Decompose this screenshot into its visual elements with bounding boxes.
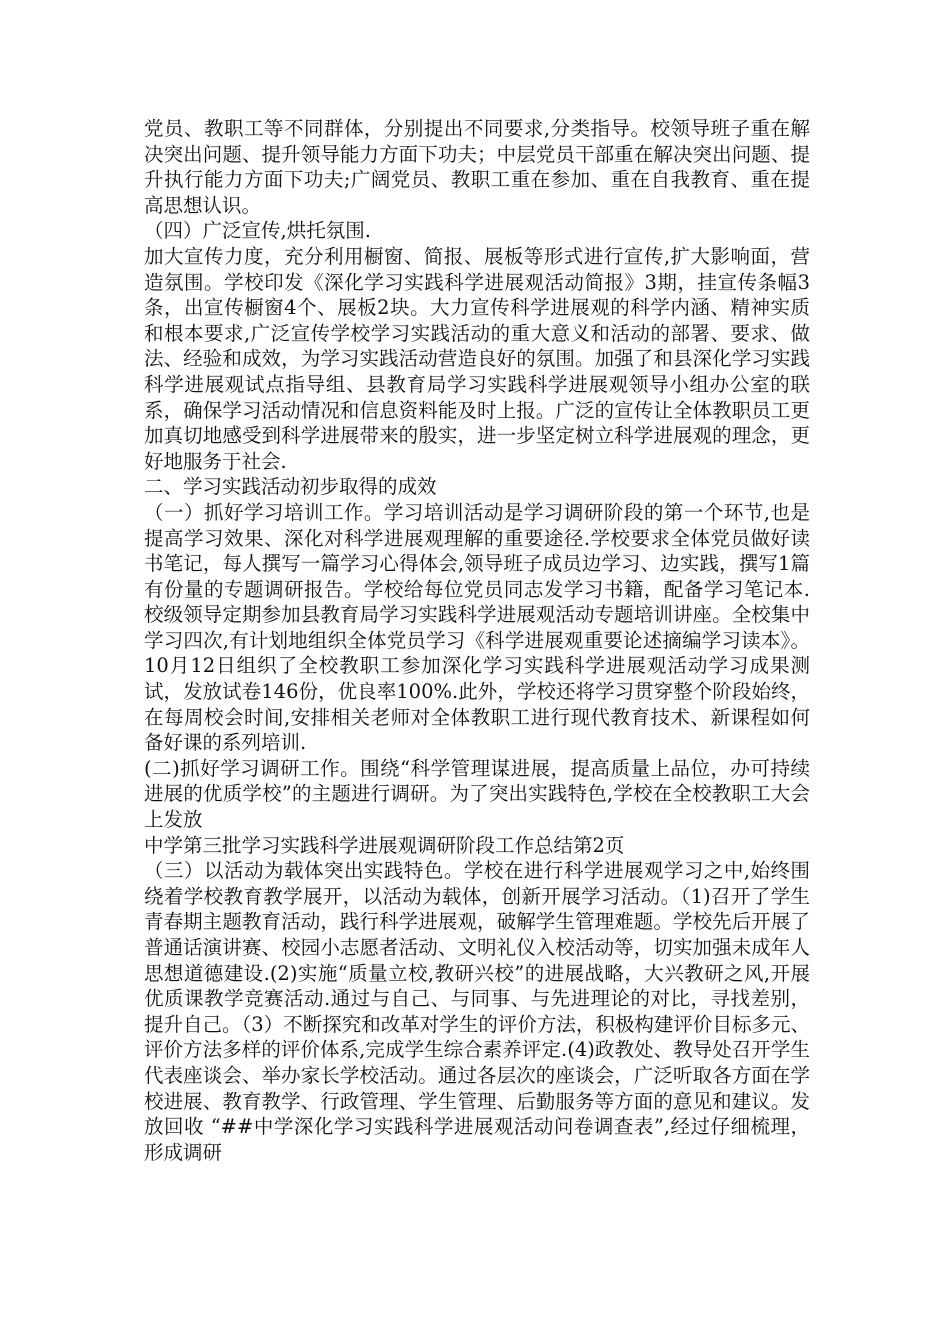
heading-section-two: 二、学习实践活动初步取得的成效	[144, 475, 437, 499]
paragraph-classified-guidance: 党员、教职工等不同群体，分别提出不同要求,分类指导。校领导班子重在解决突出问题、提升领导能力方面下功夫；中层党员干部重在解决突出问题、提升执行能力方面下功夫;广阔党员、教职工重在参加、重在自我教育、重在提高思想认识。	[144, 117, 810, 217]
heading-publicity: （四）广泛宣传,烘托氛围.	[144, 219, 371, 243]
document-page	[144, 116, 810, 1165]
paragraph-publicity: 加大宣传力度，充分利用橱窗、简报、展板等形式进行宣传,扩大影响面，营造氛围。学校印发《深化学习实践科学进展观活动简报》3期，挂宣传条幅3条，出宣传橱窗4个、展板2块。大力宣传科学进展观的科学内涵、精神实质和根本要求,广泛宣传学校学习实践活动的重大意义和活动的部署、要求、做法、经验和成效，为学习实践活动营造良好的氛围。加强了和县深化学习实践科学进展观试点指导组、县教育局学习实践科学进展观领导小组办公室的联系，确保学习活动情况和信息资料能及时上报。广泛的宣传让全体教职员工更加真切地感受到科学进展带来的殷实，进一步坚定树立科学进展观的理念，更好地服务于社会.	[144, 244, 810, 473]
paragraph-study-training: （一）抓好学习培训工作。学习培训活动是学习调研阶段的第一个环节,也是提高学习效果、深化对科学进展观理解的重要途径.学校要求全体党员做好读书笔记，每人撰写一篇学习心得体会,领导班子成员边学习、边实践，撰写1篇有份量的专题调研报告。学校给每位党员同志发学习书籍，配备学习笔记本.校级领导定期参加县教育局学习实践科学进展观活动专题培训讲座。全校集中学习四次,有计划地组织全体党员学习《科学进展观重要论述摘编学习读本》。10月12日组织了全校教职工参加深化学习实践科学进展观活动学习成果测试，发放试卷146份，优良率100%.此外，学校还将学习贯穿整个阶段始终，在每周校会时间,安排相关老师对全体教职工进行现代教育技术、新课程如何备好课的系列培训.	[144, 500, 810, 755]
paragraph-activities: （三）以活动为载体突出实践特色。学校在进行科学进展观学习之中,始终围绕着学校教育教学展开，以活动为载体，创新开展学习活动。（1)召开了学生青春期主题教育活动，践行科学进展观，破解学生管理难题。学校先后开展了普通话演讲赛、校园小志愿者活动、文明礼仪入校活动等，切实加强未成年人思想道德建设.(2)实施“质量立校,教研兴校”的进展战略，大兴教研之风,开展优质课教学竞赛活动.通过与自己、与同事、与先进理论的对比，寻找差别，提升自己。（3）不断探究和改革对学生的评价方法，积极构建评价目标多元、评价方法多样的评价体系,完成学生综合素养评定.(4)政教处、教导处召开学生代表座谈会、举办家长学校活动。通过各层次的座谈会，广泛听取各方面在学校进展、教育教学、行政管理、学生管理、后勤服务等方面的意见和建议。发放回收 “##中学深化学习实践科学进展观活动问卷调查表”,经过仔细梳理，形成调研	[144, 859, 810, 1164]
page-header-line: 中学第三批学习实践科学进展观调研阶段工作总结第2页	[144, 833, 625, 857]
paragraph-study-research: (二)抓好学习调研工作。围绕“科学管理谋进展，提高质量上品位，办可持续进展的优质学校”的主题进行调研。为了突出实践特色,学校在全校教职工大会上发放	[144, 756, 810, 832]
